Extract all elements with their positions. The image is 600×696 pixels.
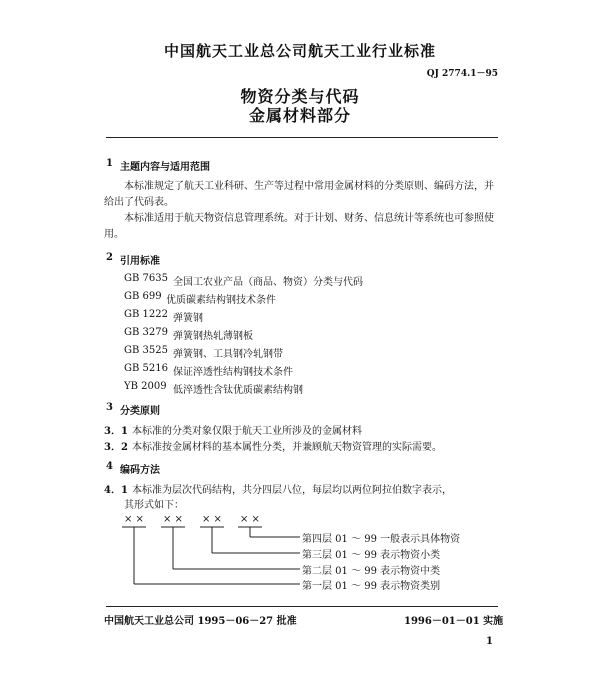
section-1-number: 1 xyxy=(106,158,113,169)
reference-title: 低淬透性含钛优质碳素结构钢 xyxy=(173,385,303,396)
reference-title: 弹簧钢 xyxy=(173,313,203,324)
document-title: 物资分类与代码 xyxy=(240,87,360,106)
implementation-date: 1996－01－01 实施 xyxy=(404,616,504,627)
footer-divider xyxy=(106,606,498,607)
code-level-4-label: 第四层 01 ～ 99 一般表示具体物资 xyxy=(302,534,461,545)
code-digit-group-1: × × xyxy=(124,514,144,525)
reference-code: GB 1222 xyxy=(124,309,168,320)
code-level-2-label: 第二层 01 ～ 99 表示物资中类 xyxy=(302,566,441,577)
page-number: 1 xyxy=(486,636,493,647)
clause-3-1-text: 本标准的分类对象仅限于航天工业所涉及的金属材料 xyxy=(132,426,362,437)
section-1-title: 主题内容与适用范围 xyxy=(120,162,210,173)
clause-3-2-number: 3．2 xyxy=(104,442,128,453)
section-3-title: 分类原则 xyxy=(120,406,160,417)
section-1-paragraph-2: 本标准适用于航天物资信息管理系统。对于计划、财务、信息统计等系统也可参照使用。 xyxy=(104,213,494,240)
code-digit-group-2: × × xyxy=(163,514,183,525)
reference-code: GB 3525 xyxy=(124,345,168,356)
section-1-paragraph-1: 本标准规定了航天工业科研、生产等过程中常用金属材料的分类原则、编码方法，并给出了代码表。 xyxy=(104,181,494,208)
clause-4-1-text: 本标准为层次代码结构，共分四层八位，每层均以两位阿拉伯数字表示， xyxy=(132,485,452,496)
section-2-number: 2 xyxy=(106,252,113,263)
clause-4-1-text-continued: 其形式如下： xyxy=(124,500,184,511)
section-4-title: 编码方法 xyxy=(120,465,160,476)
reference-title: 弹簧钢、工具钢冷轧钢带 xyxy=(173,349,283,360)
reference-code: GB 5216 xyxy=(124,363,168,374)
reference-code: GB 699 xyxy=(124,291,162,302)
issuing-organization: 中国航天工业总公司航天工业行业标准 xyxy=(163,42,436,60)
reference-code: GB 7635 xyxy=(124,273,168,284)
code-level-3-label: 第三层 01 ～ 99 表示物资小类 xyxy=(302,550,441,561)
reference-title: 保证淬透性结构钢技术条件 xyxy=(173,367,293,378)
reference-title: 优质碳素结构钢技术条件 xyxy=(166,295,276,306)
clause-4-1-number: 4．1 xyxy=(104,485,128,496)
reference-code: YB 2009 xyxy=(124,381,167,392)
section-2-title: 引用标准 xyxy=(120,256,160,267)
section-4-number: 4 xyxy=(106,461,113,472)
reference-code: GB 3279 xyxy=(124,327,168,338)
approval-info: 中国航天工业总公司 1995－06－27 批准 xyxy=(104,616,297,627)
code-level-1-label: 第一层 01 ～ 99 表示物资类别 xyxy=(302,581,441,592)
standard-number: QJ 2774.1－95 xyxy=(426,69,498,79)
code-digit-group-4: × × xyxy=(240,514,260,525)
document-subtitle: 金属材料部分 xyxy=(248,106,351,125)
reference-title: 弹簧钢热轧薄钢板 xyxy=(173,331,253,342)
code-digit-group-3: × × xyxy=(202,514,222,525)
clause-3-1-number: 3．1 xyxy=(104,426,128,437)
reference-title: 全国工农业产品（商品、物资）分类与代码 xyxy=(173,277,363,288)
section-3-number: 3 xyxy=(106,402,113,413)
clause-3-2-text: 本标准按金属材料的基本属性分类，并兼顾航天物资管理的实际需要。 xyxy=(132,442,442,453)
